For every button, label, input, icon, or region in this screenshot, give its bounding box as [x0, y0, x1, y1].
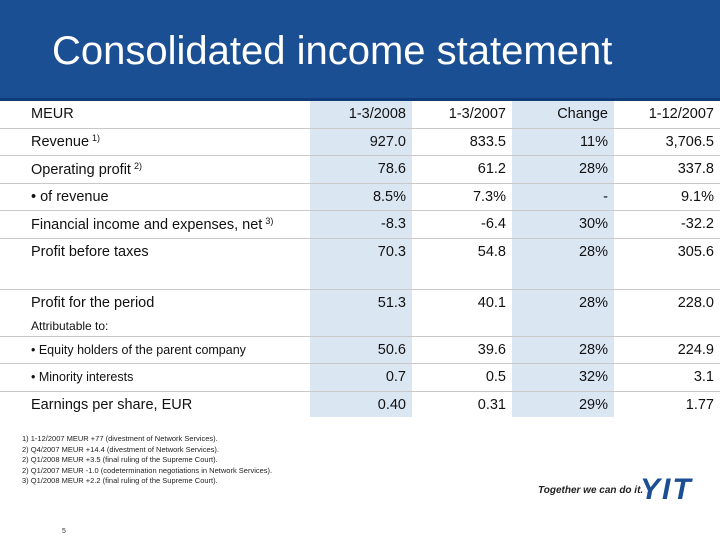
row-label: • Equity holders of the parent company: [0, 336, 310, 364]
table-cell: 9.1%: [614, 183, 720, 211]
footnotes: [22, 434, 272, 487]
table-cell: 833.5: [412, 128, 512, 156]
row-label: Revenue $^{1)}$: [0, 128, 310, 156]
table-cell: 51.3: [310, 290, 412, 317]
table-cell: 11%: [512, 128, 614, 156]
table-cell: 0.31: [412, 391, 512, 418]
footnote: 1) 1-12/2007 MEUR +77 (divestment of Network Services).: [22, 434, 218, 443]
table-cell: 29%: [512, 391, 614, 418]
footnote-marker: 1): [92, 133, 101, 144]
table-row: [0, 290, 720, 317]
table-cell: 7.3%: [412, 183, 512, 211]
table-cell: 28%: [512, 290, 614, 317]
footnote-marker: 3): [265, 215, 274, 226]
spacer-row: [0, 265, 720, 290]
table-cell: 30%: [512, 211, 614, 239]
table-cell: 61.2: [412, 156, 512, 184]
table-row: [0, 211, 720, 239]
table-cell: 228.0: [614, 290, 720, 317]
table-cell: 8.5%: [310, 183, 412, 211]
footnote: 2) Q1/2008 MEUR +3.5 (final ruling of the Supreme Court).: [22, 455, 218, 465]
table-cell: 28%: [512, 238, 614, 265]
footnote-marker: 2): [133, 160, 142, 171]
row-label: Financial income and expenses, net $^{3)}$: [0, 211, 310, 239]
table-cell: 0.40: [310, 391, 412, 418]
table-cell: 927.0: [310, 128, 412, 156]
table-cell: 3.1: [614, 364, 720, 392]
income-statement-table: [0, 101, 720, 418]
table-cell: -8.3: [310, 211, 412, 239]
table-cell: 28%: [512, 156, 614, 184]
title-bar: [0, 0, 720, 98]
row-label: • of revenue: [0, 183, 310, 211]
table-cell: 1.77: [614, 391, 720, 418]
slide-title: Consolidated income statement: [52, 29, 613, 73]
table-cell: -: [512, 183, 614, 211]
column-header: 1-3/2008: [348, 106, 406, 123]
yit-logo: YIT: [640, 473, 693, 506]
table-row: [0, 336, 720, 364]
table-cell: 70.3: [310, 238, 412, 265]
table-cell: 3,706.5: [614, 128, 720, 156]
row-label: • Minority interests: [0, 364, 310, 392]
table-cell: 54.8: [412, 238, 512, 265]
table-cell: 305.6: [614, 238, 720, 265]
table-cell: 32%: [512, 364, 614, 392]
table-cell: 0.5: [412, 364, 512, 392]
table-row: [0, 391, 720, 418]
table-cell: -32.2: [614, 211, 720, 239]
table-header-row: [0, 101, 720, 128]
footnote: 3) Q1/2008 MEUR +2.2 (final ruling of the Supreme Court).: [22, 476, 218, 486]
table-row: [0, 128, 720, 156]
table-cell: 78.6: [310, 156, 412, 184]
table-cell: 39.6: [412, 336, 512, 364]
footnote: 2) Q4/2007 MEUR +14.4 (divestment of Network Services).: [22, 444, 219, 454]
row-label: Earnings per share, EUR: [0, 391, 310, 418]
page-number: 5: [62, 528, 66, 535]
table-cell: 224.9: [614, 336, 720, 364]
table-cell: 337.8: [614, 156, 720, 184]
row-label: Attributable to:: [31, 319, 109, 333]
table-row: [0, 183, 720, 211]
table-row: [0, 156, 720, 184]
unit-label: MEUR: [31, 106, 74, 123]
row-label: Profit before taxes: [0, 238, 310, 265]
table-cell: -6.4: [412, 211, 512, 239]
column-header: Change: [557, 106, 608, 123]
brand-tagline: Together we can do it.: [538, 485, 644, 496]
row-label: Operating profit $^{2)}$: [0, 156, 310, 184]
table-row: [0, 364, 720, 392]
table-cell: 28%: [512, 336, 614, 364]
table-row: [0, 317, 720, 337]
column-header: 1-12/2007: [648, 106, 714, 123]
table-cell: 50.6: [310, 336, 412, 364]
table-cell: 0.7: [310, 364, 412, 392]
footnote: 2) Q1/2007 MEUR -1.0 (codetermination negotiations in Network Services).: [22, 465, 273, 475]
table-cell: 40.1: [412, 290, 512, 317]
table-row: [0, 238, 720, 265]
row-label: Profit for the period: [0, 290, 310, 317]
column-header: 1-3/2007: [448, 106, 506, 123]
